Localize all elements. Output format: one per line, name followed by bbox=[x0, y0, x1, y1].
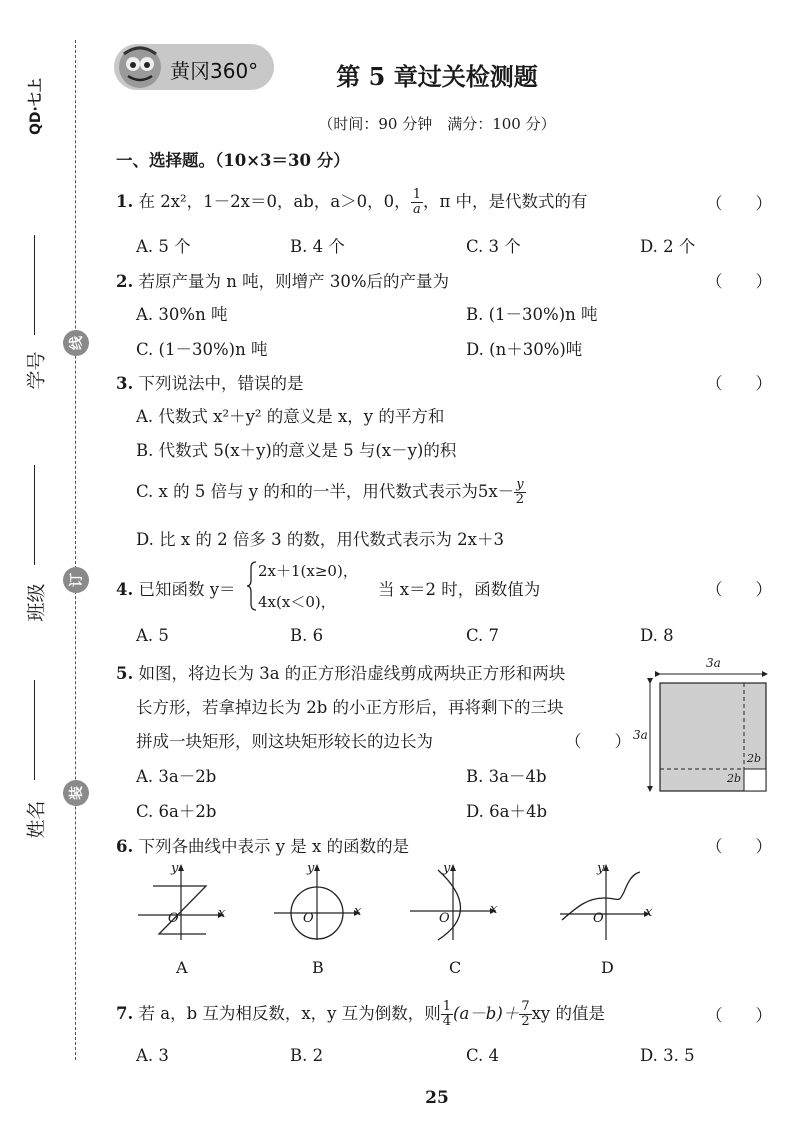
q1-number: 1. bbox=[116, 192, 134, 211]
q4-option-a: A. 5 bbox=[136, 626, 169, 645]
q2-answer-paren[interactable]: （ ） bbox=[706, 272, 772, 291]
q5-line-1 bbox=[116, 660, 565, 684]
side-code: QD·七上 bbox=[28, 78, 44, 135]
xuehao-line bbox=[34, 235, 35, 335]
binding-circle-zhuang: 装 bbox=[63, 780, 89, 806]
q6-graph-c-y-label: y bbox=[443, 861, 451, 876]
q6-graph-d-origin: O bbox=[593, 911, 604, 926]
q6-answer-paren[interactable]: （ ） bbox=[706, 837, 772, 856]
binding-circle-xian: 线 bbox=[63, 330, 89, 356]
q4-case-1: 2x＋1(x≥0)， bbox=[258, 562, 358, 580]
q5-option-a: A. 3a－2b bbox=[136, 767, 217, 786]
q1-option-b: B. 4 个 bbox=[290, 237, 345, 256]
q6-graph-a-label: A bbox=[176, 958, 188, 977]
banji-line bbox=[34, 465, 35, 565]
q7-stem bbox=[116, 1000, 605, 1029]
q6-graph-b bbox=[272, 862, 367, 942]
q4-text-a: 已知函数 y＝ bbox=[138, 580, 236, 599]
q7-option-c: C. 4 bbox=[466, 1046, 500, 1065]
q6-text: 下列各曲线中表示 y 是 x 的函数的是 bbox=[138, 837, 410, 856]
q1-option-a: A. 5 个 bbox=[136, 237, 191, 256]
q1-answer-paren[interactable]: （ ） bbox=[706, 194, 772, 213]
q5-line-2: 长方形，若拿掉边长为 2b 的小正方形后，再将剩下的三块 bbox=[136, 698, 564, 717]
q6-graph-d-label: D bbox=[601, 958, 614, 977]
q2-text: 若原产量为 n 吨，则增产 30%后的产量为 bbox=[138, 272, 450, 291]
q7-number: 7. bbox=[116, 1004, 134, 1023]
q3-answer-paren[interactable]: （ ） bbox=[706, 374, 772, 393]
q4-text-b: 当 x＝2 时，函数值为 bbox=[378, 580, 541, 599]
q7-text-c: xy 的值是 bbox=[531, 1004, 605, 1023]
q4-brace bbox=[246, 560, 258, 612]
q5-option-b: B. 3a－4b bbox=[466, 767, 547, 786]
q6-graph-c-origin: O bbox=[439, 911, 450, 926]
side-xingming: 姓名 bbox=[25, 800, 48, 839]
q7-fraction-2: $\frac{7}{2}$ bbox=[521, 999, 530, 1029]
q6-graph-a-x-label: x bbox=[218, 906, 226, 921]
q6-graph-b-label: B bbox=[312, 958, 324, 977]
q4-option-b: B. 6 bbox=[290, 626, 324, 645]
q3-option-c-fraction: $\frac{y}{2}$ bbox=[515, 477, 524, 507]
q2-option-d: D. (n＋30%)吨 bbox=[466, 340, 583, 359]
binding-circle-ding: 订 bbox=[63, 567, 89, 593]
q6-graph-b-y-label: y bbox=[307, 861, 315, 876]
q6-graph-c-x-label: x bbox=[490, 902, 498, 917]
binding-dotted-line bbox=[75, 40, 76, 1060]
page-title: 第 5 章过关检测题 bbox=[336, 62, 538, 91]
q3-option-c bbox=[136, 478, 526, 507]
q4-stem bbox=[116, 576, 236, 600]
q4-answer-paren[interactable]: （ ） bbox=[706, 580, 772, 599]
q6-graph-d-x-label: x bbox=[645, 905, 653, 920]
q1-text-b: ，π 中，是代数式的有 bbox=[422, 192, 588, 211]
q7-option-a: A. 3 bbox=[136, 1046, 169, 1065]
q5-answer-paren[interactable]: （ ） bbox=[565, 732, 631, 751]
q5-fig-top-label: 3a bbox=[706, 656, 721, 670]
xingming-line bbox=[34, 680, 35, 780]
q7-fraction-1: $\frac{1}{4}$ bbox=[442, 999, 452, 1029]
q5-option-c: C. 6a＋2b bbox=[136, 802, 217, 821]
q2-stem bbox=[116, 268, 449, 292]
q1-option-d: D. 2 个 bbox=[640, 237, 696, 256]
q3-option-a: A. 代数式 x²＋y² 的意义是 x，y 的平方和 bbox=[136, 407, 445, 426]
q6-graph-b-origin: O bbox=[303, 911, 314, 926]
q5-number: 5. bbox=[116, 664, 134, 683]
q3-option-d: D. 比 x 的 2 倍多 3 的数，用代数式表示为 2x＋3 bbox=[136, 530, 504, 549]
q4-number: 4. bbox=[116, 580, 134, 599]
q4-option-c: C. 7 bbox=[466, 626, 500, 645]
q5-option-d: D. 6a＋4b bbox=[466, 802, 548, 821]
q4-case-2: 4x(x＜0)， bbox=[258, 593, 336, 611]
q6-graph-b-x-label: x bbox=[354, 904, 362, 919]
q2-option-c: C. (1－30%)n 吨 bbox=[136, 340, 268, 359]
q1-stem bbox=[116, 188, 588, 217]
q7-text-b: (a－b)＋ bbox=[453, 1004, 520, 1023]
q5-fig-inner-label-1: 2b bbox=[747, 752, 762, 765]
q2-number: 2. bbox=[116, 272, 134, 291]
q2-option-b: B. (1－30%)n 吨 bbox=[466, 305, 598, 324]
section-heading: 一、选择题。（10×3＝30 分） bbox=[116, 151, 350, 170]
q5-square-figure bbox=[632, 655, 777, 797]
q3-text: 下列说法中，错误的是 bbox=[138, 374, 304, 393]
q6-graph-d-y-label: y bbox=[597, 861, 605, 876]
side-xuehao: 学号 bbox=[25, 351, 48, 390]
q5-fig-left-label: 3a bbox=[633, 728, 648, 742]
q7-text-a: 若 a，b 互为相反数，x，y 互为倒数，则 bbox=[138, 1004, 441, 1023]
q1-text-a: 在 2x²，1－2x＝0，ab，a＞0，0， bbox=[138, 192, 411, 211]
q5-text-1: 如图，将边长为 3a 的正方形沿虚线剪成两块正方形和两块 bbox=[138, 664, 566, 683]
q3-stem bbox=[116, 370, 303, 394]
q5-line-3: 拼成一块矩形，则这块矩形较长的边长为 bbox=[136, 732, 433, 751]
page-subtitle: （时间：90 分钟 满分：100 分） bbox=[318, 115, 556, 133]
q3-option-c-text: C. x 的 5 倍与 y 的和的一半，用代数式表示为5x－ bbox=[136, 482, 515, 501]
q6-number: 6. bbox=[116, 837, 134, 856]
q4-option-d: D. 8 bbox=[640, 626, 674, 645]
q7-answer-paren[interactable]: （ ） bbox=[706, 1006, 772, 1025]
q1-option-c: C. 3 个 bbox=[466, 237, 521, 256]
side-banji: 班级 bbox=[25, 583, 48, 622]
q7-option-b: B. 2 bbox=[290, 1046, 324, 1065]
q3-option-b: B. 代数式 5(x＋y)的意义是 5 与(x－y)的积 bbox=[136, 441, 457, 460]
page-number: 25 bbox=[425, 1088, 449, 1108]
q6-graph-c bbox=[408, 862, 503, 942]
q6-graph-c-label: C bbox=[449, 958, 462, 977]
q6-stem bbox=[116, 833, 409, 857]
q3-number: 3. bbox=[116, 374, 134, 393]
q7-option-d: D. 3. 5 bbox=[640, 1046, 695, 1065]
q6-graph-a bbox=[136, 862, 231, 942]
q2-option-a: A. 30%n 吨 bbox=[136, 305, 228, 324]
q6-graph-d bbox=[558, 862, 658, 942]
q1-fraction: $\frac{1}{a}$ bbox=[412, 187, 421, 217]
q5-fig-inner-label-2: 2b bbox=[727, 772, 742, 785]
brand-label: 黄冈360° bbox=[170, 59, 259, 83]
q6-graph-a-origin: O bbox=[168, 911, 179, 926]
q6-graph-a-y-label: y bbox=[171, 861, 179, 876]
